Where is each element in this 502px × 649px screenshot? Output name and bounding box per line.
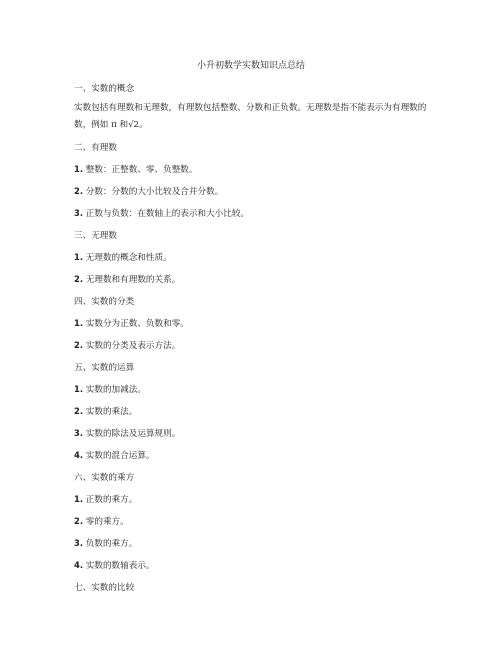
list-item-number: 4. [74, 560, 84, 570]
list-item [74, 273, 180, 285]
list-item-number: 2. [74, 274, 84, 284]
list-item-text: 整数：正整数、零、负整数。 [85, 165, 198, 175]
list-item-number: 1. [74, 318, 84, 328]
list-item-number: 3. [74, 208, 84, 218]
list-item-text: 负数的乘方。 [85, 539, 138, 549]
list-item [74, 515, 129, 527]
list-item [74, 559, 155, 571]
section-heading: 一、实数的概念 [74, 84, 135, 94]
list-item-number: 2. [74, 186, 84, 196]
list-item [74, 405, 137, 417]
list-item-text: 无理数的概念和性质。 [85, 253, 172, 263]
list-item-text: 正数的乘方。 [85, 495, 138, 505]
list-item-text: 实数分为正数、负数和零。 [85, 319, 189, 329]
document-title: 小升初数学实数知识点总结 [196, 61, 305, 71]
list-item-text: 实数的除法及运算规则。 [85, 429, 181, 439]
list-item-text: 正数与负数：在数轴上的表示和大小比较。 [85, 209, 250, 219]
list-item-number: 3. [74, 538, 84, 548]
list-item-number: 1. [74, 252, 84, 262]
list-item-text: 实数的乘法。 [85, 407, 138, 417]
list-item-text: 实数的混合运算。 [85, 451, 155, 461]
list-item-text: 实数的分类及表示方法。 [85, 341, 181, 351]
list-item-number: 4. [74, 450, 84, 460]
list-item-text: 分数：分数的大小比较及合并分数。 [85, 187, 224, 197]
list-item-text: 实数的数轴表示。 [85, 561, 155, 571]
list-item [74, 163, 197, 175]
section-heading: 五、实数的运算 [74, 363, 135, 373]
list-item-text: 实数的加减法。 [85, 385, 146, 395]
section-heading: 三、无理数 [74, 231, 117, 241]
list-item [74, 537, 137, 549]
list-item [74, 185, 223, 197]
list-item [74, 493, 137, 505]
list-item-number: 2. [74, 406, 84, 416]
section-heading: 六、实数的乘方 [74, 473, 135, 483]
list-item [74, 251, 172, 263]
list-item-number: 1. [74, 164, 84, 174]
list-item [74, 449, 155, 461]
list-item-text: 零的乘方。 [85, 517, 129, 527]
list-item [74, 427, 180, 439]
list-item [74, 339, 180, 351]
section-heading: 二、有理数 [74, 143, 117, 153]
list-item-number: 1. [74, 494, 84, 504]
section-paragraph: 实数包括有理数和无理数，有理数包括整数、分数和正负数。无理数是指不能表示为有理数的数，例如 π 和√2。 [74, 103, 427, 130]
list-item-number: 1. [74, 384, 84, 394]
section-heading: 七、实数的比较 [74, 583, 135, 593]
list-item-text: 无理数和有理数的关系。 [85, 275, 181, 285]
list-item [74, 383, 146, 395]
list-item [74, 207, 249, 219]
list-item-number: 2. [74, 340, 84, 350]
list-item [74, 317, 189, 329]
list-item-number: 2. [74, 516, 84, 526]
list-item-number: 3. [74, 428, 84, 438]
section-heading: 四、实数的分类 [74, 297, 135, 307]
